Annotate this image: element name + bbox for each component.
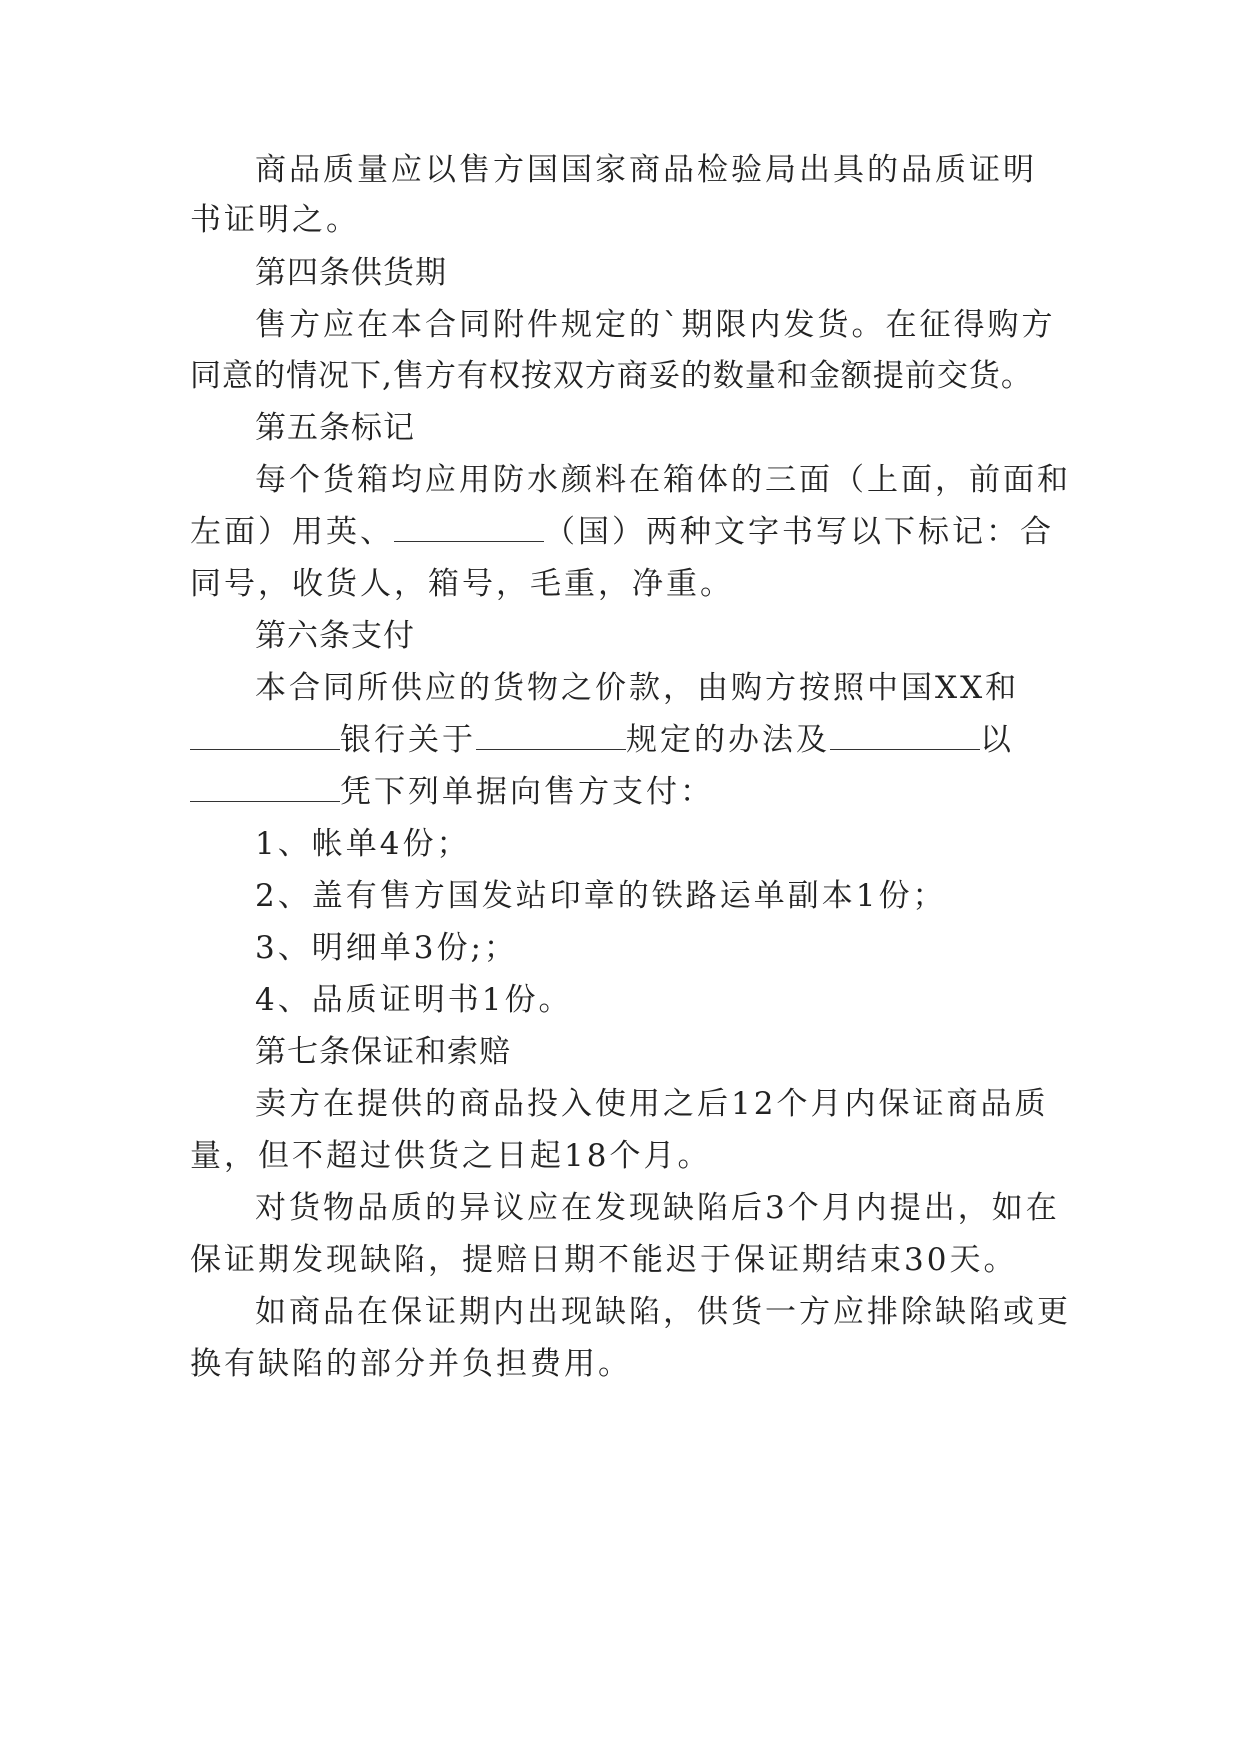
fill-in-blank [190,773,340,802]
paragraph-line: 量，但不超过供货之日起18个月。 [190,1138,712,1174]
text-segment: 凭下列单据向售方支付： [340,774,714,810]
paragraph-line: 商品质量应以售方国国家商品检验局出具的品质证明 [255,152,1037,188]
paragraph-line: 同号，收货人，箱号，毛重，净重。 [190,566,734,602]
section-heading-5: 第五条标记 [255,410,415,446]
paragraph-line: 同意的情况下,售方有权按双方商妥的数量和金额提前交货。 [190,358,1033,394]
paragraph-line-with-blank [190,512,1060,552]
text-segment: 左面）用英、 [190,514,394,550]
paragraph-line: 卖方在提供的商品投入使用之后12个月内保证商品质 [255,1086,1049,1122]
paragraph-line-with-blank [190,772,1060,812]
fill-in-blank [476,721,626,750]
text-segment: 银行关于 [340,722,476,758]
text-segment: （国）两种文字书写以下标记：合 [544,514,1054,550]
paragraph-line: 保证期发现缺陷，提赔日期不能迟于保证期结束30天。 [190,1242,1018,1278]
list-item: 1、帐单4份； [255,826,471,862]
paragraph-line: 换有缺陷的部分并负担费用。 [190,1346,632,1382]
list-item: 4、品质证明书1份。 [255,982,573,1018]
paragraph-line: 如商品在保证期内出现缺陷，供货一方应排除缺陷或更 [255,1294,1071,1330]
fill-in-blank [830,721,980,750]
list-item: 3、明细单3份;； [255,930,518,966]
paragraph-line: 每个货箱均应用防水颜料在箱体的三面（上面，前面和 [255,462,1071,498]
section-heading-4: 第四条供货期 [255,255,447,291]
section-heading-6: 第六条支付 [255,618,415,654]
list-item: 2、盖有售方国发站印章的铁路运单副本1份； [255,878,947,914]
section-heading-7: 第七条保证和索赔 [255,1034,511,1070]
paragraph-line: 本合同所供应的货物之价款，由购方按照中国XX和 [255,670,1020,706]
text-segment: 以 [980,722,1014,758]
fill-in-blank [394,513,544,542]
paragraph-line-with-blanks [190,720,1060,760]
fill-in-blank [190,721,340,750]
paragraph-line: 对货物品质的异议应在发现缺陷后3个月内提出，如在 [255,1190,1060,1226]
paragraph-line: 售方应在本合同附件规定的`期限内发货。在征得购方 [255,307,1056,343]
text-segment: 规定的办法及 [626,722,830,758]
paragraph-line: 书证明之。 [190,202,360,238]
